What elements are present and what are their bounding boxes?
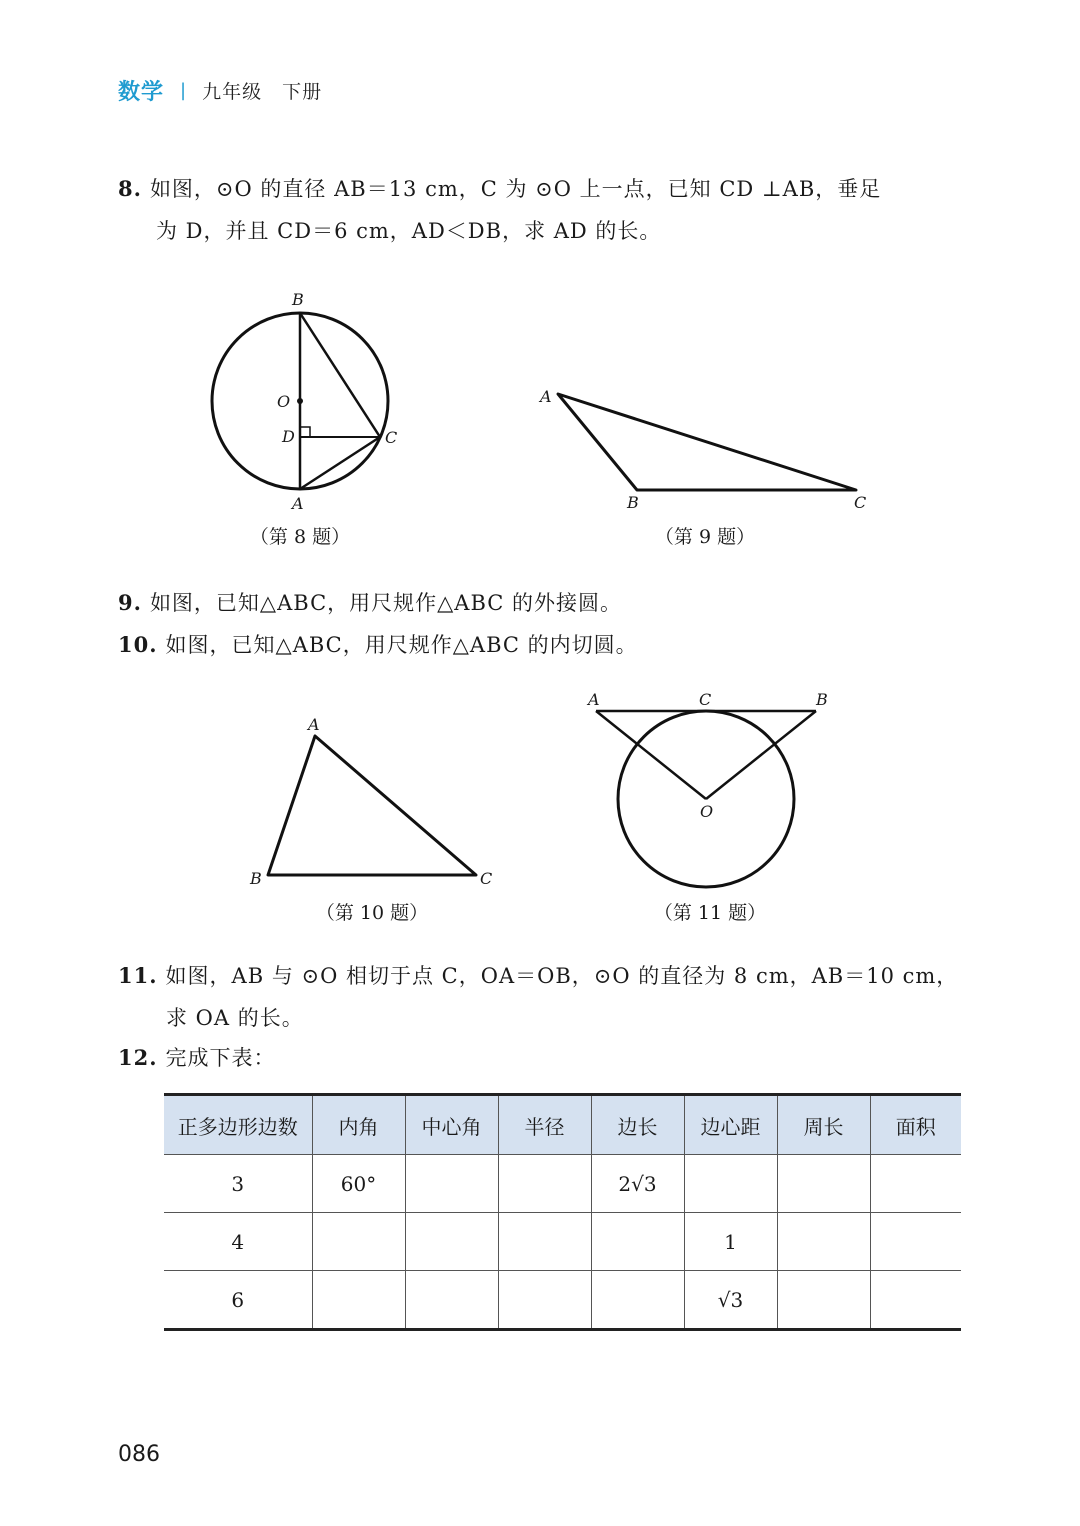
question-text: 如图，AB 与 ⊙O 相切于点 C，OA＝OB，⊙O 的直径为 8 cm，AB＝10 cm， [165,964,959,988]
table-row [164,1155,961,1213]
page-number: 086 [118,1442,160,1467]
question-11 [118,955,978,1039]
table-cell: 4 [164,1213,312,1271]
header-radius: 半径 [498,1095,591,1155]
table-cell [312,1213,405,1271]
question-text-cont: 求 OA 的长。 [166,1006,304,1030]
segment-bc [300,313,380,437]
header-side-length: 边长 [591,1095,684,1155]
label-a: A [292,494,304,513]
label-c: C [699,690,712,709]
label-a: A [540,387,552,406]
label-a: A [588,690,600,709]
figure-8 [200,285,420,515]
table-cell [684,1155,777,1213]
subject-title: 数学 [118,79,165,105]
label-o: O [277,392,291,411]
label-o: O [700,802,714,821]
figure-10-caption: （第 10 题） [315,902,429,924]
figure-8-caption: （第 8 题） [249,526,351,548]
table-cell [777,1155,870,1213]
figure-11 [580,685,840,895]
triangle-abc [558,394,856,490]
table-cell: 1 [684,1213,777,1271]
header-separator: | [180,79,187,101]
table-cell: 3 [164,1155,312,1213]
table-row [164,1213,961,1271]
segment-oa [596,711,706,799]
label-d: D [282,427,295,446]
question-9 [118,582,978,624]
question-text-cont: 为 D，并且 CD＝6 cm，AD＜DB，求 AD 的长。 [156,219,662,243]
table-row [164,1271,961,1330]
header-central-angle: 中心角 [405,1095,498,1155]
figure-11-caption: （第 11 题） [653,902,767,924]
label-b: B [816,690,828,709]
header-perimeter: 周长 [777,1095,870,1155]
table-cell [591,1271,684,1330]
question-8 [118,168,978,252]
label-b: B [292,290,304,309]
table-cell [777,1271,870,1330]
question-number: 12. [118,1045,158,1070]
label-c: C [385,428,398,447]
header-area: 面积 [870,1095,961,1155]
table-cell [405,1213,498,1271]
center-point [297,398,303,404]
right-angle-mark [300,427,310,437]
table-cell [870,1155,961,1213]
polygon-table [164,1093,961,1331]
table-cell [498,1155,591,1213]
header-apothem: 边心距 [684,1095,777,1155]
table-cell [498,1213,591,1271]
table-cell: 60° [312,1155,405,1213]
label-c: C [480,869,493,888]
header-interior-angle: 内角 [312,1095,405,1155]
table-cell [870,1213,961,1271]
page-header [118,74,322,106]
question-text: 完成下表： [165,1046,276,1070]
question-number: 8. [118,176,142,201]
label-a: A [308,715,320,734]
table-cell: 2√3 [591,1155,684,1213]
label-b: B [627,493,639,512]
table-cell [591,1213,684,1271]
table-cell: √3 [684,1271,777,1330]
segment-ob [706,711,816,799]
question-10 [118,624,978,666]
triangle-abc [268,736,476,875]
question-number: 11. [118,963,158,988]
figure-9 [530,380,880,515]
question-text: 如图，⊙O 的直径 AB＝13 cm，C 为 ⊙O 上一点，已知 CD ⊥AB，垂足 [149,177,882,201]
table-cell [405,1155,498,1213]
question-number: 10. [118,632,158,657]
table-cell [498,1271,591,1330]
question-text: 如图，已知△ABC，用尺规作△ABC 的外接圆。 [149,591,623,615]
question-number: 9. [118,590,142,615]
table-cell: 6 [164,1271,312,1330]
question-12 [118,1037,978,1079]
table-cell [312,1271,405,1330]
segment-ac [300,437,380,489]
label-c: C [854,493,867,512]
label-b: B [250,869,262,888]
table-cell [777,1213,870,1271]
table-cell [405,1271,498,1330]
figure-10 [240,710,510,900]
figure-9-caption: （第 9 题） [654,526,756,548]
question-text: 如图，已知△ABC，用尺规作△ABC 的内切圆。 [165,633,638,657]
table-cell [870,1271,961,1330]
header-sides: 正多边形边数 [164,1095,312,1155]
grade-label: 九年级 下册 [202,80,323,103]
table-header-row [164,1095,961,1155]
